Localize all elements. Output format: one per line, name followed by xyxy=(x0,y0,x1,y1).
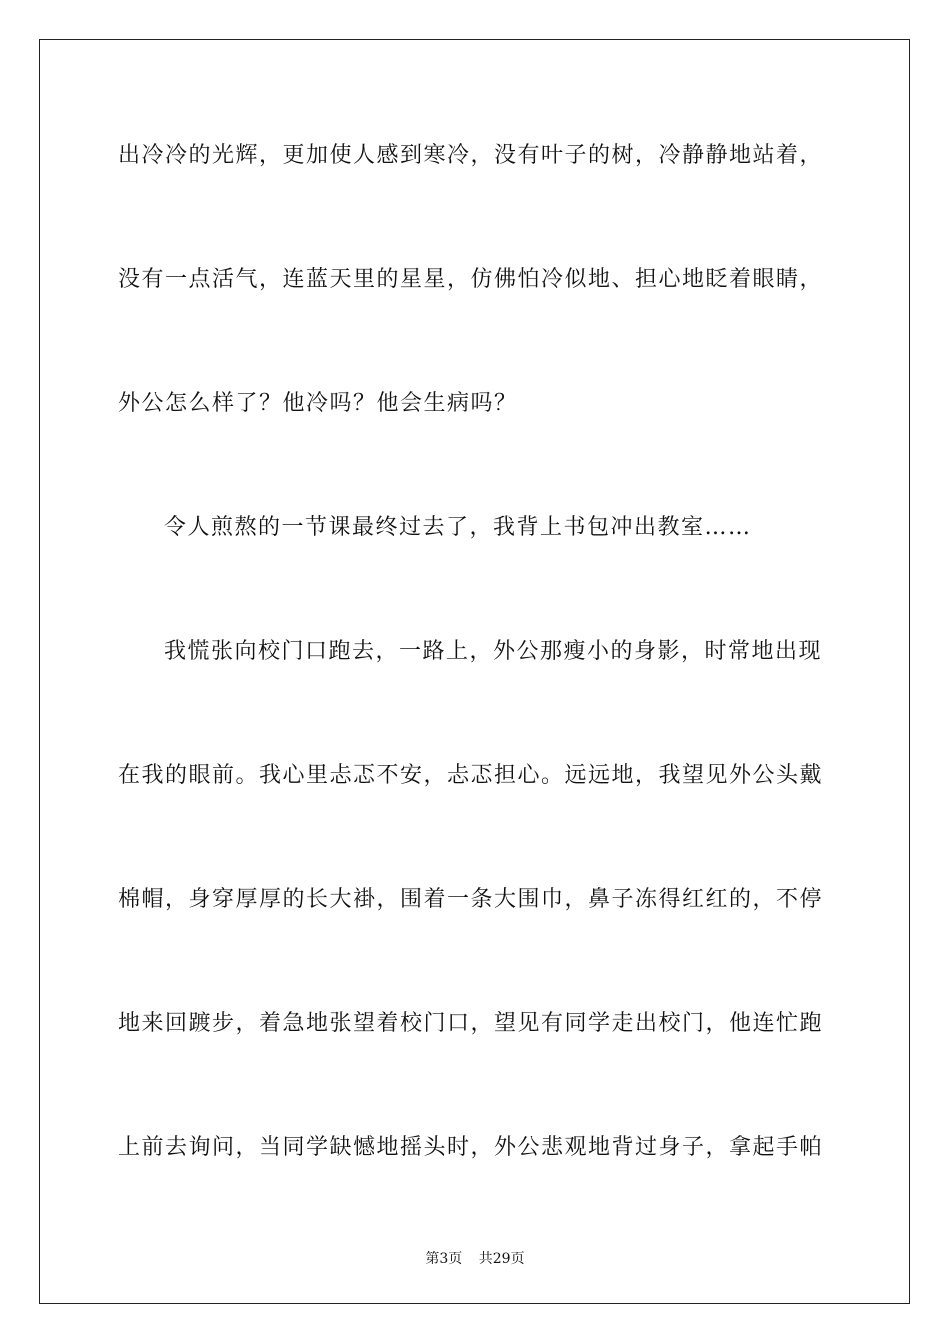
text-line: 外公怎么样了？他冷吗？他会生病吗？ xyxy=(118,391,518,416)
text-line: 令人煎熬的一节课最终过去了，我背上书包冲出教室…… xyxy=(164,515,752,540)
page-border xyxy=(39,39,910,1304)
text-line: 我慌张向校门口跑去，一路上，外公那瘦小的身影，时常地出现 xyxy=(164,639,823,664)
text-line: 上前去询问，当同学缺憾地摇头时，外公悲观地背过身子，拿起手帕 xyxy=(118,1135,824,1160)
page-footer xyxy=(0,1248,950,1268)
text-line: 棉帽，身穿厚厚的长大褂，围着一条大围巾，鼻子冻得红红的，不停 xyxy=(118,887,824,912)
page-number: 第3页 xyxy=(425,1251,463,1267)
text-line: 地来回踱步，着急地张望着校门口，望见有同学走出校门，他连忙跑 xyxy=(118,1011,824,1036)
text-line: 出冷冷的光辉，更加使人感到寒冷，没有叶子的树，冷静静地站着， xyxy=(118,143,824,168)
total-pages: 共29页 xyxy=(478,1251,525,1267)
text-line: 没有一点活气，连蓝天里的星星，仿佛怕冷似地、担心地眨着眼睛， xyxy=(118,267,824,292)
text-line: 在我的眼前。我心里忐忑不安，忐忑担心。远远地，我望见外公头戴 xyxy=(118,763,824,788)
